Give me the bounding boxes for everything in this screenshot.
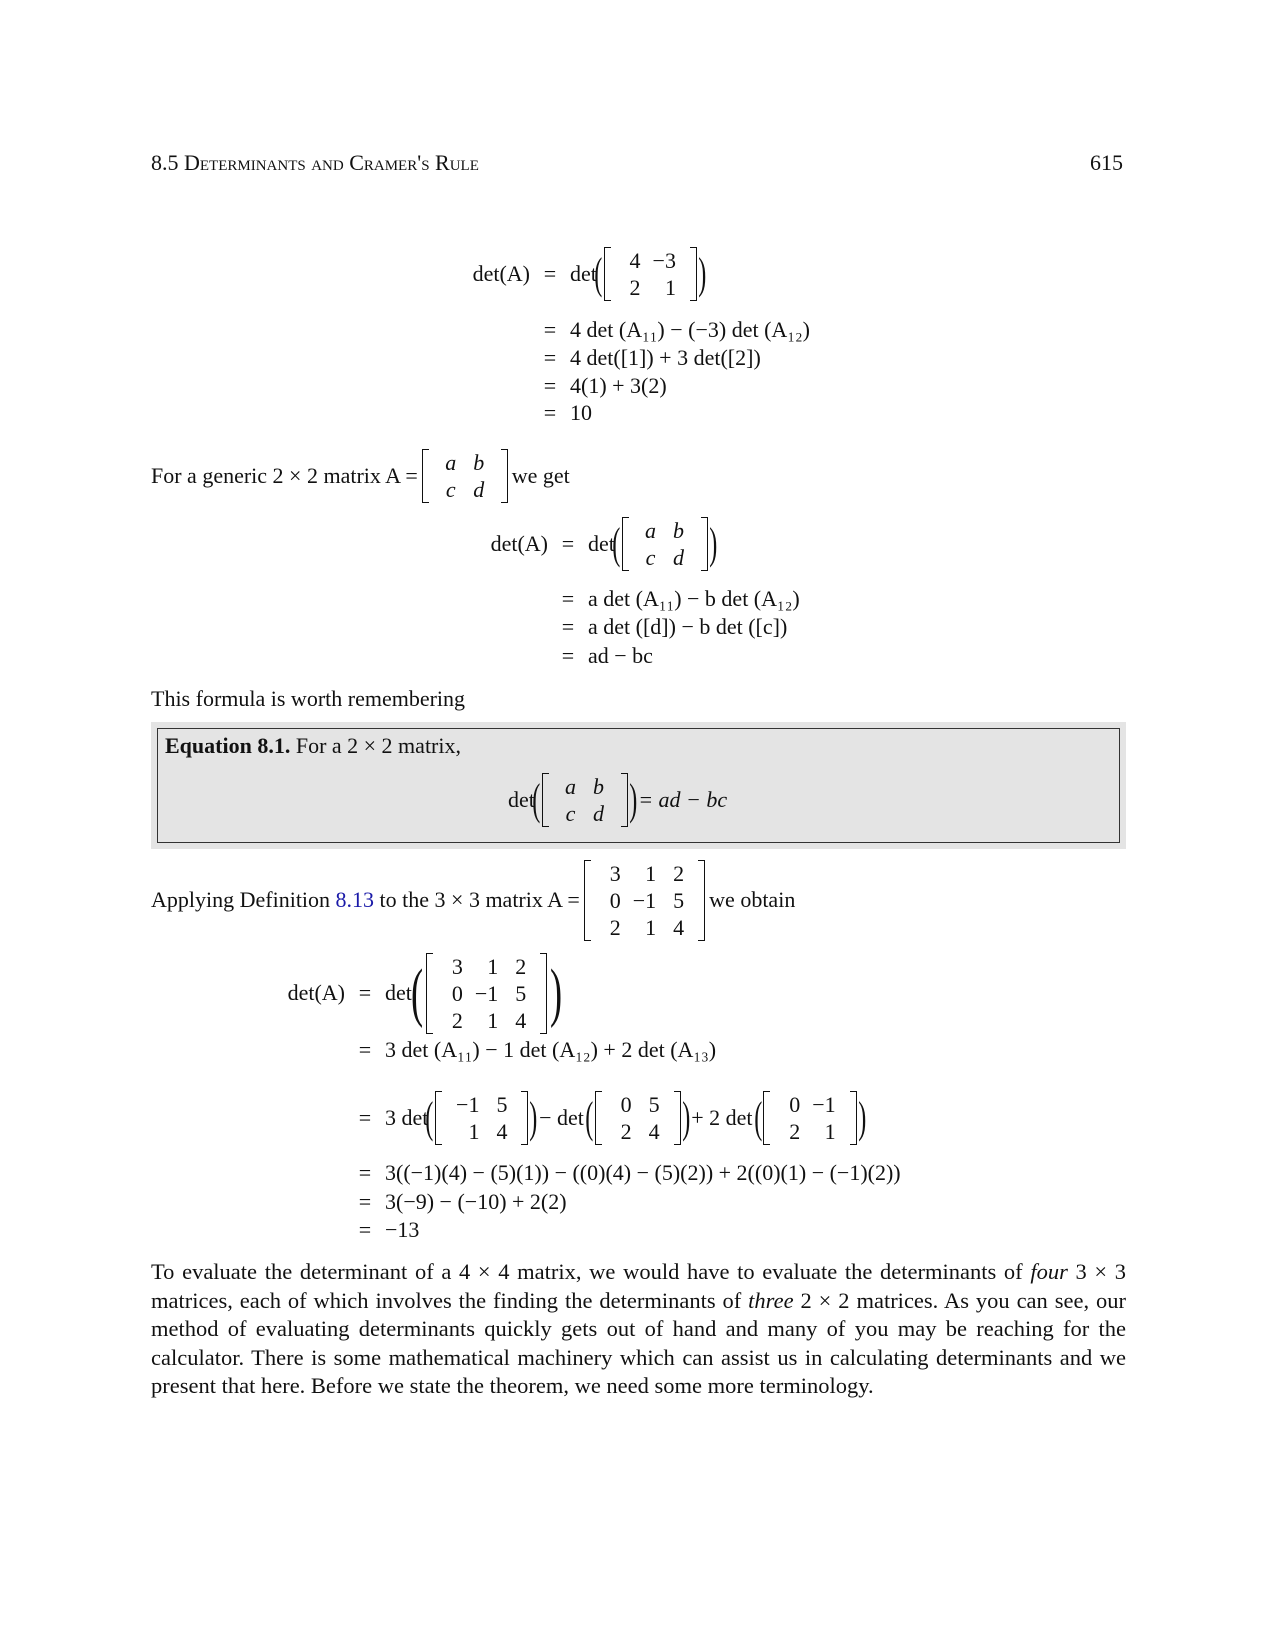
right-bracket	[690, 247, 697, 301]
equation-line	[530, 398, 592, 428]
left-bracket	[763, 1091, 770, 1145]
emphasis: three	[748, 1287, 794, 1313]
matrix	[542, 773, 628, 827]
matrix-cell: 5	[515, 980, 527, 1006]
left-bracket	[542, 773, 549, 827]
matrix-cell: 2	[789, 1119, 801, 1144]
expression: 4 det (A₁₁) − (−3) det (A₁₂)	[570, 317, 810, 342]
left-bracket	[595, 1091, 602, 1145]
matrix-cell: 3	[609, 860, 621, 886]
right-bracket	[540, 953, 547, 1034]
right-bracket	[674, 1091, 681, 1145]
matrix-cell: 0	[451, 980, 463, 1006]
matrix	[422, 449, 508, 503]
matrix-cell: 3	[451, 953, 463, 979]
text: To evaluate the determinant of a 4 × 4 matrix, we would have to evaluate the determinants of	[151, 1259, 1023, 1284]
equals: =	[358, 1160, 372, 1185]
text: to the 3 × 3 matrix A =	[379, 887, 580, 912]
equation-line	[530, 315, 810, 345]
expression: ad − bc	[588, 643, 653, 668]
equals: =	[358, 1037, 372, 1062]
left-bracket	[422, 449, 429, 503]
equation-line	[548, 641, 653, 671]
matrix-cell: 5	[496, 1092, 508, 1117]
coef: 3 det	[385, 1105, 429, 1130]
equation-line	[530, 343, 761, 373]
emphasis: four	[1030, 1259, 1068, 1284]
right-bracket	[701, 517, 708, 571]
matrix-cell: 0	[620, 1092, 632, 1117]
matrix-cell: 1	[487, 1007, 499, 1033]
matrix-cell: 2	[673, 860, 685, 886]
matrix-cell: 2	[629, 275, 641, 300]
det-operator: det	[588, 531, 615, 556]
minor-matrix	[435, 1091, 528, 1145]
coef: + 2 det	[691, 1105, 753, 1130]
equals: =	[561, 586, 575, 611]
equation-line	[345, 1187, 567, 1217]
equals: =	[543, 373, 557, 398]
matrix-cell: b	[473, 450, 485, 475]
text: 3 × 3 matrices, each of which involves the finding the determinants of	[151, 1259, 1127, 1313]
matrix-cell: 4	[673, 914, 685, 940]
matrix-cell: −1	[456, 1092, 480, 1117]
left-bracket	[426, 953, 433, 1034]
left-bracket	[584, 860, 591, 941]
equals: =	[358, 1189, 372, 1214]
minor-matrix	[595, 1091, 681, 1145]
lhs: det(A)	[472, 261, 530, 286]
matrix-cell: b	[673, 518, 685, 543]
matrix-cell: 1	[468, 1119, 480, 1144]
matrix-cell: 1	[487, 953, 499, 979]
matrix-cell: c	[445, 477, 456, 502]
running-header: 8.5 Determinants and Cramer's Rule	[151, 150, 479, 175]
matrix	[584, 860, 705, 941]
generic-sentence	[151, 450, 570, 502]
right-bracket	[698, 860, 705, 941]
equation-formula: det ( a b c d ) = ad − bc	[508, 774, 728, 826]
matrix-cell: −3	[652, 248, 676, 273]
equals: =	[358, 1105, 372, 1130]
matrix-cell: 2	[609, 914, 621, 940]
expression: −13	[385, 1217, 420, 1242]
matrix-cell: c	[565, 801, 576, 826]
eq3-line-2: = 3 det ( −1 5 1 4 ) − det ( 0 5 2 4 ) + 2 det ( 0 −1 2 1 )	[345, 1103, 863, 1133]
eq1-line-0: det(A) = det ( 4 −3 2 1 )	[440, 259, 704, 289]
equals: =	[358, 1217, 372, 1242]
equation-label: Equation 8.1.	[165, 733, 291, 758]
matrix-cell: a	[565, 774, 577, 799]
matrix-cell: 1	[645, 860, 657, 886]
matrix-cell: 0	[609, 887, 621, 913]
equation-line	[530, 371, 667, 401]
text: we obtain	[709, 887, 796, 912]
matrix-cell: −1	[632, 887, 657, 913]
text: we get	[511, 463, 570, 488]
left-bracket	[622, 517, 629, 571]
matrix-cell: 2	[451, 1007, 463, 1033]
matrix-cell: 2	[515, 953, 527, 979]
matrix-cell: 4	[629, 248, 641, 273]
right-bracket	[521, 1091, 528, 1145]
eq3-line-0: det(A) = det ( 3 1 2 0 −1 5 2 1 4 )	[255, 978, 561, 1008]
matrix	[426, 953, 547, 1034]
coef: − det	[539, 1105, 584, 1130]
lhs: det(A)	[287, 980, 345, 1005]
matrix-cell: 4	[648, 1119, 660, 1144]
equation-line	[345, 1158, 901, 1188]
text: For a generic 2 × 2 matrix A =	[151, 463, 418, 488]
expression: 3((−1)(4) − (5)(1)) − ((0)(4) − (5)(2)) + 2((0)(1) − (−1)(2))	[385, 1160, 901, 1185]
expression: 4(1) + 3(2)	[570, 373, 667, 398]
minor-matrix	[763, 1091, 856, 1145]
page-number: 615	[1090, 150, 1123, 175]
det-operator: det	[385, 980, 412, 1005]
matrix-cell: d	[473, 477, 485, 502]
left-bracket	[604, 247, 611, 301]
matrix-cell: 5	[648, 1092, 660, 1117]
eq3-line-1	[345, 1035, 716, 1065]
equation-line	[548, 612, 787, 642]
eq2-line-0: det(A) = det ( a b c d )	[458, 529, 714, 559]
equals: =	[543, 345, 557, 370]
expression: 4 det([1]) + 3 det([2])	[570, 345, 761, 370]
equals: =	[561, 531, 575, 556]
expression: 3 det (A₁₁) − 1 det (A₁₂) + 2 det (A₁₃)	[385, 1037, 717, 1062]
equals: =	[561, 643, 575, 668]
det-operator: det	[508, 787, 535, 812]
matrix-cell: 4	[496, 1119, 508, 1144]
matrix-cell: −1	[812, 1092, 836, 1117]
matrix-cell: d	[673, 545, 685, 570]
expression: 10	[570, 400, 592, 425]
rhs: = ad − bc	[638, 787, 728, 812]
expression: 3(−9) − (−10) + 2(2)	[385, 1189, 567, 1214]
equals: =	[543, 261, 557, 286]
text: 2 × 2 matrices. As you can see, our method of evaluating determinants quickly gets out of hand and many of you may be reaching for the calculator. There is some mathematical machinery which can assist us in calculating determinants and we present that here. Before we state the theorem, we need some more terminology.	[151, 1287, 1126, 1398]
expression: a det (A₁₁) − b det (A₁₂)	[588, 586, 800, 611]
paragraph	[151, 1258, 1126, 1401]
matrix-cell: 4	[515, 1007, 527, 1033]
equation-line	[548, 584, 800, 614]
equals: =	[543, 400, 557, 425]
matrix-cell: 1	[824, 1119, 836, 1144]
lhs: det(A)	[490, 531, 548, 556]
equation-line	[345, 1215, 419, 1245]
matrix-cell: 2	[620, 1119, 632, 1144]
equation-box	[151, 722, 1126, 849]
equals: =	[561, 614, 575, 639]
matrix-cell: 1	[645, 914, 657, 940]
remember-text: This formula is worth remembering	[151, 686, 466, 711]
matrix-cell: 5	[673, 887, 685, 913]
right-bracket	[850, 1091, 857, 1145]
expression: a det ([d]) − b det ([c])	[588, 614, 788, 639]
matrix	[622, 517, 708, 571]
matrix-cell: a	[645, 518, 657, 543]
det-operator: det	[570, 261, 597, 286]
matrix-cell: a	[445, 450, 457, 475]
applying-sentence	[151, 860, 796, 940]
definition-link[interactable]: 8.13	[335, 887, 375, 912]
equals: =	[543, 317, 557, 342]
left-bracket	[435, 1091, 442, 1145]
right-bracket	[621, 773, 628, 827]
matrix-cell: 1	[664, 275, 676, 300]
matrix-cell: 0	[789, 1092, 801, 1117]
matrix-cell: b	[593, 774, 605, 799]
matrix-cell: −1	[474, 980, 499, 1006]
equals: =	[358, 980, 372, 1005]
matrix	[604, 247, 697, 301]
right-bracket	[501, 449, 508, 503]
matrix-cell: d	[593, 801, 605, 826]
equation-text: For a 2 × 2 matrix,	[295, 733, 461, 758]
text: Applying Definition	[151, 887, 331, 912]
matrix-cell: c	[645, 545, 656, 570]
